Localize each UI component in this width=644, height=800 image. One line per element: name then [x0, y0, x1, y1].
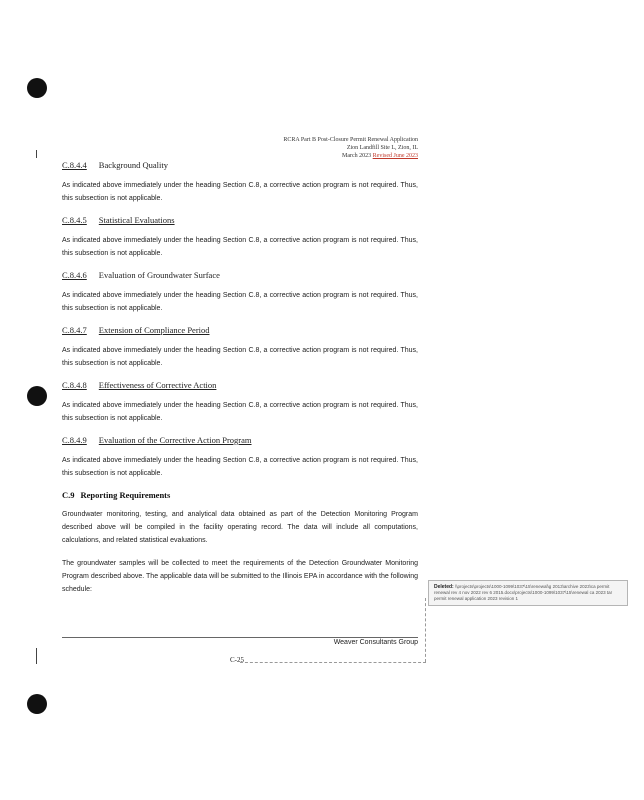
section-paragraph-2: The groundwater samples will be collected to meet the requirements of the Detection Groundwater Monitoring Program described above. The applicable data will be submitted to the Illinois EPA in accordance with the following schedule: — [62, 560, 418, 593]
header-revision: Revised June 2023 — [372, 153, 418, 159]
subsection-number: C.8.4.8 — [62, 380, 87, 390]
subsection-heading — [62, 380, 418, 390]
header-line-3 — [283, 152, 418, 160]
subsection-number: C.8.4.9 — [62, 435, 87, 445]
subsection-number: C.8.4.5 — [62, 215, 87, 225]
punch-hole-top — [27, 78, 47, 98]
punch-hole-bottom — [27, 694, 47, 714]
subsection-title: Effectiveness of Corrective Action — [98, 380, 217, 390]
subsection-number: C.8.4.6 — [62, 270, 87, 280]
section-number: C.9 — [62, 490, 75, 500]
subsection-paragraph: As indicated above immediately under the heading Section C.8, a corrective action program is not required. Thus, this subsection is not applicable. — [62, 182, 418, 202]
section-paragraph-1: Groundwater monitoring, testing, and analytical data obtained as part of the Detection Monitoring Program described above will be compiled in the facility operating record. The data will include all computations, calculations, and related statistical evaluations. — [62, 511, 418, 544]
subsection-title: Evaluation of Groundwater Surface — [98, 270, 220, 280]
subsection-heading — [62, 215, 418, 225]
section-heading — [62, 490, 418, 500]
running-header — [283, 136, 418, 160]
revision-bar-bottom — [36, 648, 37, 664]
subsection-heading — [62, 160, 418, 170]
comment-leader-vertical — [425, 598, 426, 662]
subsection-number: C.8.4.7 — [62, 325, 87, 335]
section-title: Reporting Requirements — [80, 490, 171, 500]
subsection-paragraph: As indicated above immediately under the heading Section C.8, a corrective action program is not required. Thus, this subsection is not applicable. — [62, 457, 418, 477]
revision-bar-top — [36, 150, 37, 158]
subsection-paragraph: As indicated above immediately under the heading Section C.8, a corrective action program is not required. Thus, this subsection is not applicable. — [62, 347, 418, 367]
deleted-comment-balloon[interactable] — [428, 580, 628, 606]
document-body — [62, 160, 418, 606]
subsection-heading — [62, 325, 418, 335]
footer-rule — [62, 637, 418, 638]
subsection-title: Evaluation of the Corrective Action Program — [98, 435, 252, 445]
header-date: March 2023 — [342, 153, 373, 159]
subsection-title: Statistical Evaluations — [98, 215, 175, 225]
header-line-1: RCRA Part B Post-Closure Permit Renewal Application — [283, 137, 418, 143]
subsection-number: C.8.4.4 — [62, 160, 87, 170]
comment-text: \\projects\projects\1000-1099\1037\15\renewal\g 2013\archive 2023\ca permit renewal rev 4 nov 2022 rev 6 2015.docx\projects\1000-1099\1037\15\renewal ca 2023 tar permit renewal application 2023 revision 1 — [434, 584, 613, 601]
header-line-2: Zion Landfill Site L, Zion, IL — [346, 145, 418, 151]
comment-label: Deleted: — [434, 584, 454, 590]
subsection-title: Background Quality — [98, 160, 168, 170]
subsection-heading — [62, 435, 418, 445]
comment-leader-horizontal — [240, 662, 426, 663]
subsection-title: Extension of Compliance Period — [98, 325, 210, 335]
subsection-heading — [62, 270, 418, 280]
subsection-paragraph: As indicated above immediately under the heading Section C.8, a corrective action program is not required. Thus, this subsection is not applicable. — [62, 292, 418, 312]
footer-company: Weaver Consultants Group — [333, 639, 418, 646]
page-number: C-25 — [230, 656, 244, 664]
subsection-paragraph: As indicated above immediately under the heading Section C.8, a corrective action program is not required. Thus, this subsection is not applicable. — [62, 402, 418, 422]
subsection-paragraph: As indicated above immediately under the heading Section C.8, a corrective action program is not required. Thus, this subsection is not applicable. — [62, 237, 418, 257]
punch-hole-middle — [27, 386, 47, 406]
